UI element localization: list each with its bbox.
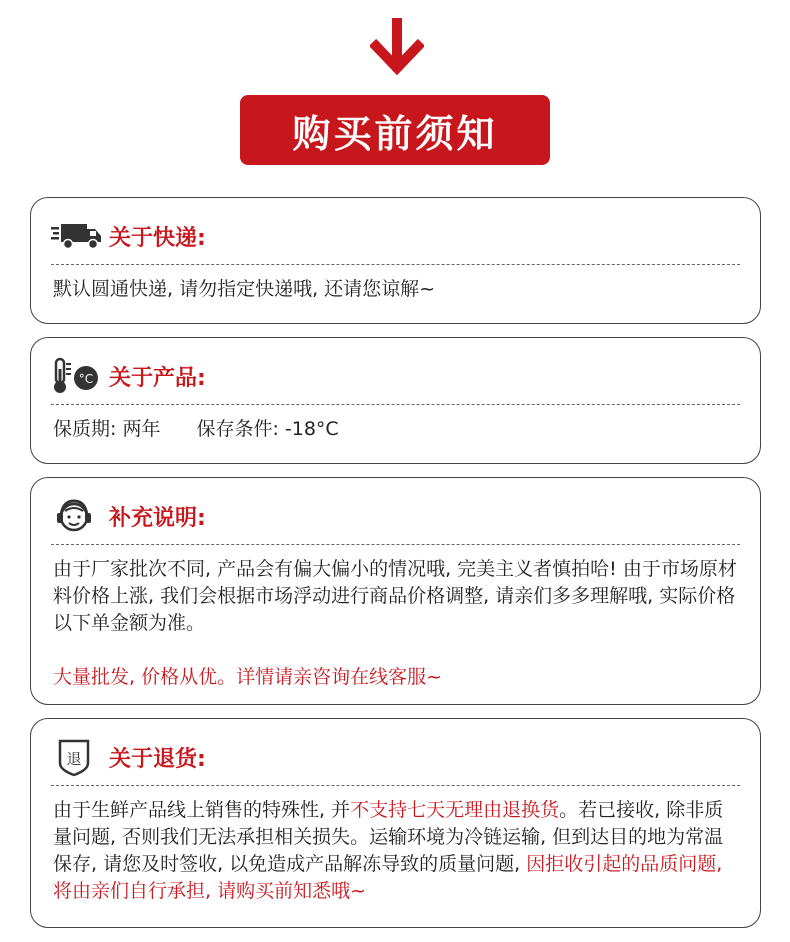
notes-text: 由于厂家批次不同, 产品会有偏大偏小的情况哦, 完美主义者慎拍哈! 由于市场原材料价格上涨, 我们会根据市场浮动进行商品价格调整, 请亲们多多理解哦, 实际价格以下单金额为准。 — [53, 558, 737, 634]
divider — [51, 264, 740, 265]
delivery-header — [51, 216, 206, 256]
returns-title: 关于退货: — [109, 746, 206, 772]
page-title: 购买前须知 — [292, 111, 498, 156]
divider — [51, 404, 740, 405]
product-title: 关于产品: — [109, 365, 206, 391]
storage-condition: 保存条件: -18°C — [196, 418, 339, 440]
thermometer-icon — [51, 356, 103, 396]
divider — [51, 544, 740, 545]
wholesale-note: 大量批发, 价格从优。详情请亲咨询在线客服~ — [53, 666, 443, 688]
delivery-title: 关于快递: — [109, 225, 206, 251]
delivery-text: 默认圆通快递, 请勿指定快递哦, 还请您谅解~ — [53, 278, 436, 300]
rejection-liability: 因拒收引起的品质问题, 将由亲们自行承担, 请购买前知悉哦~ — [53, 853, 723, 902]
no-return-policy: 不支持七天无理由退换货 — [350, 799, 560, 821]
customer-service-icon — [51, 496, 103, 536]
notes-header — [51, 496, 206, 536]
return-icon-label: 退 — [66, 750, 82, 768]
product-card — [30, 337, 761, 464]
delivery-card — [30, 197, 761, 324]
svg-text:°C: °C — [78, 372, 94, 386]
returns-text — [53, 797, 738, 905]
returns-text-part: 由于生鲜产品线上销售的特殊性, 并 — [53, 799, 351, 821]
returns-header — [51, 737, 206, 777]
returns-text-part: 。若已接收, 除非质量问题, 否则我们无法承担相关损失。运输环境为冷链运输, 但到达目的地为常温保存, 请您及时签收, 以免造成产品解冻导致的质量问题, — [53, 799, 724, 875]
returns-card — [30, 718, 761, 928]
product-info — [53, 416, 738, 443]
product-header — [51, 356, 206, 396]
divider — [51, 785, 740, 786]
return-shield-icon — [51, 737, 103, 777]
truck-icon — [51, 216, 103, 256]
shelf-life: 保质期: 两年 — [53, 418, 161, 440]
header-banner — [240, 95, 550, 165]
down-arrow-icon — [370, 18, 424, 82]
notes-card — [30, 477, 761, 705]
notes-title: 补充说明: — [109, 505, 206, 531]
